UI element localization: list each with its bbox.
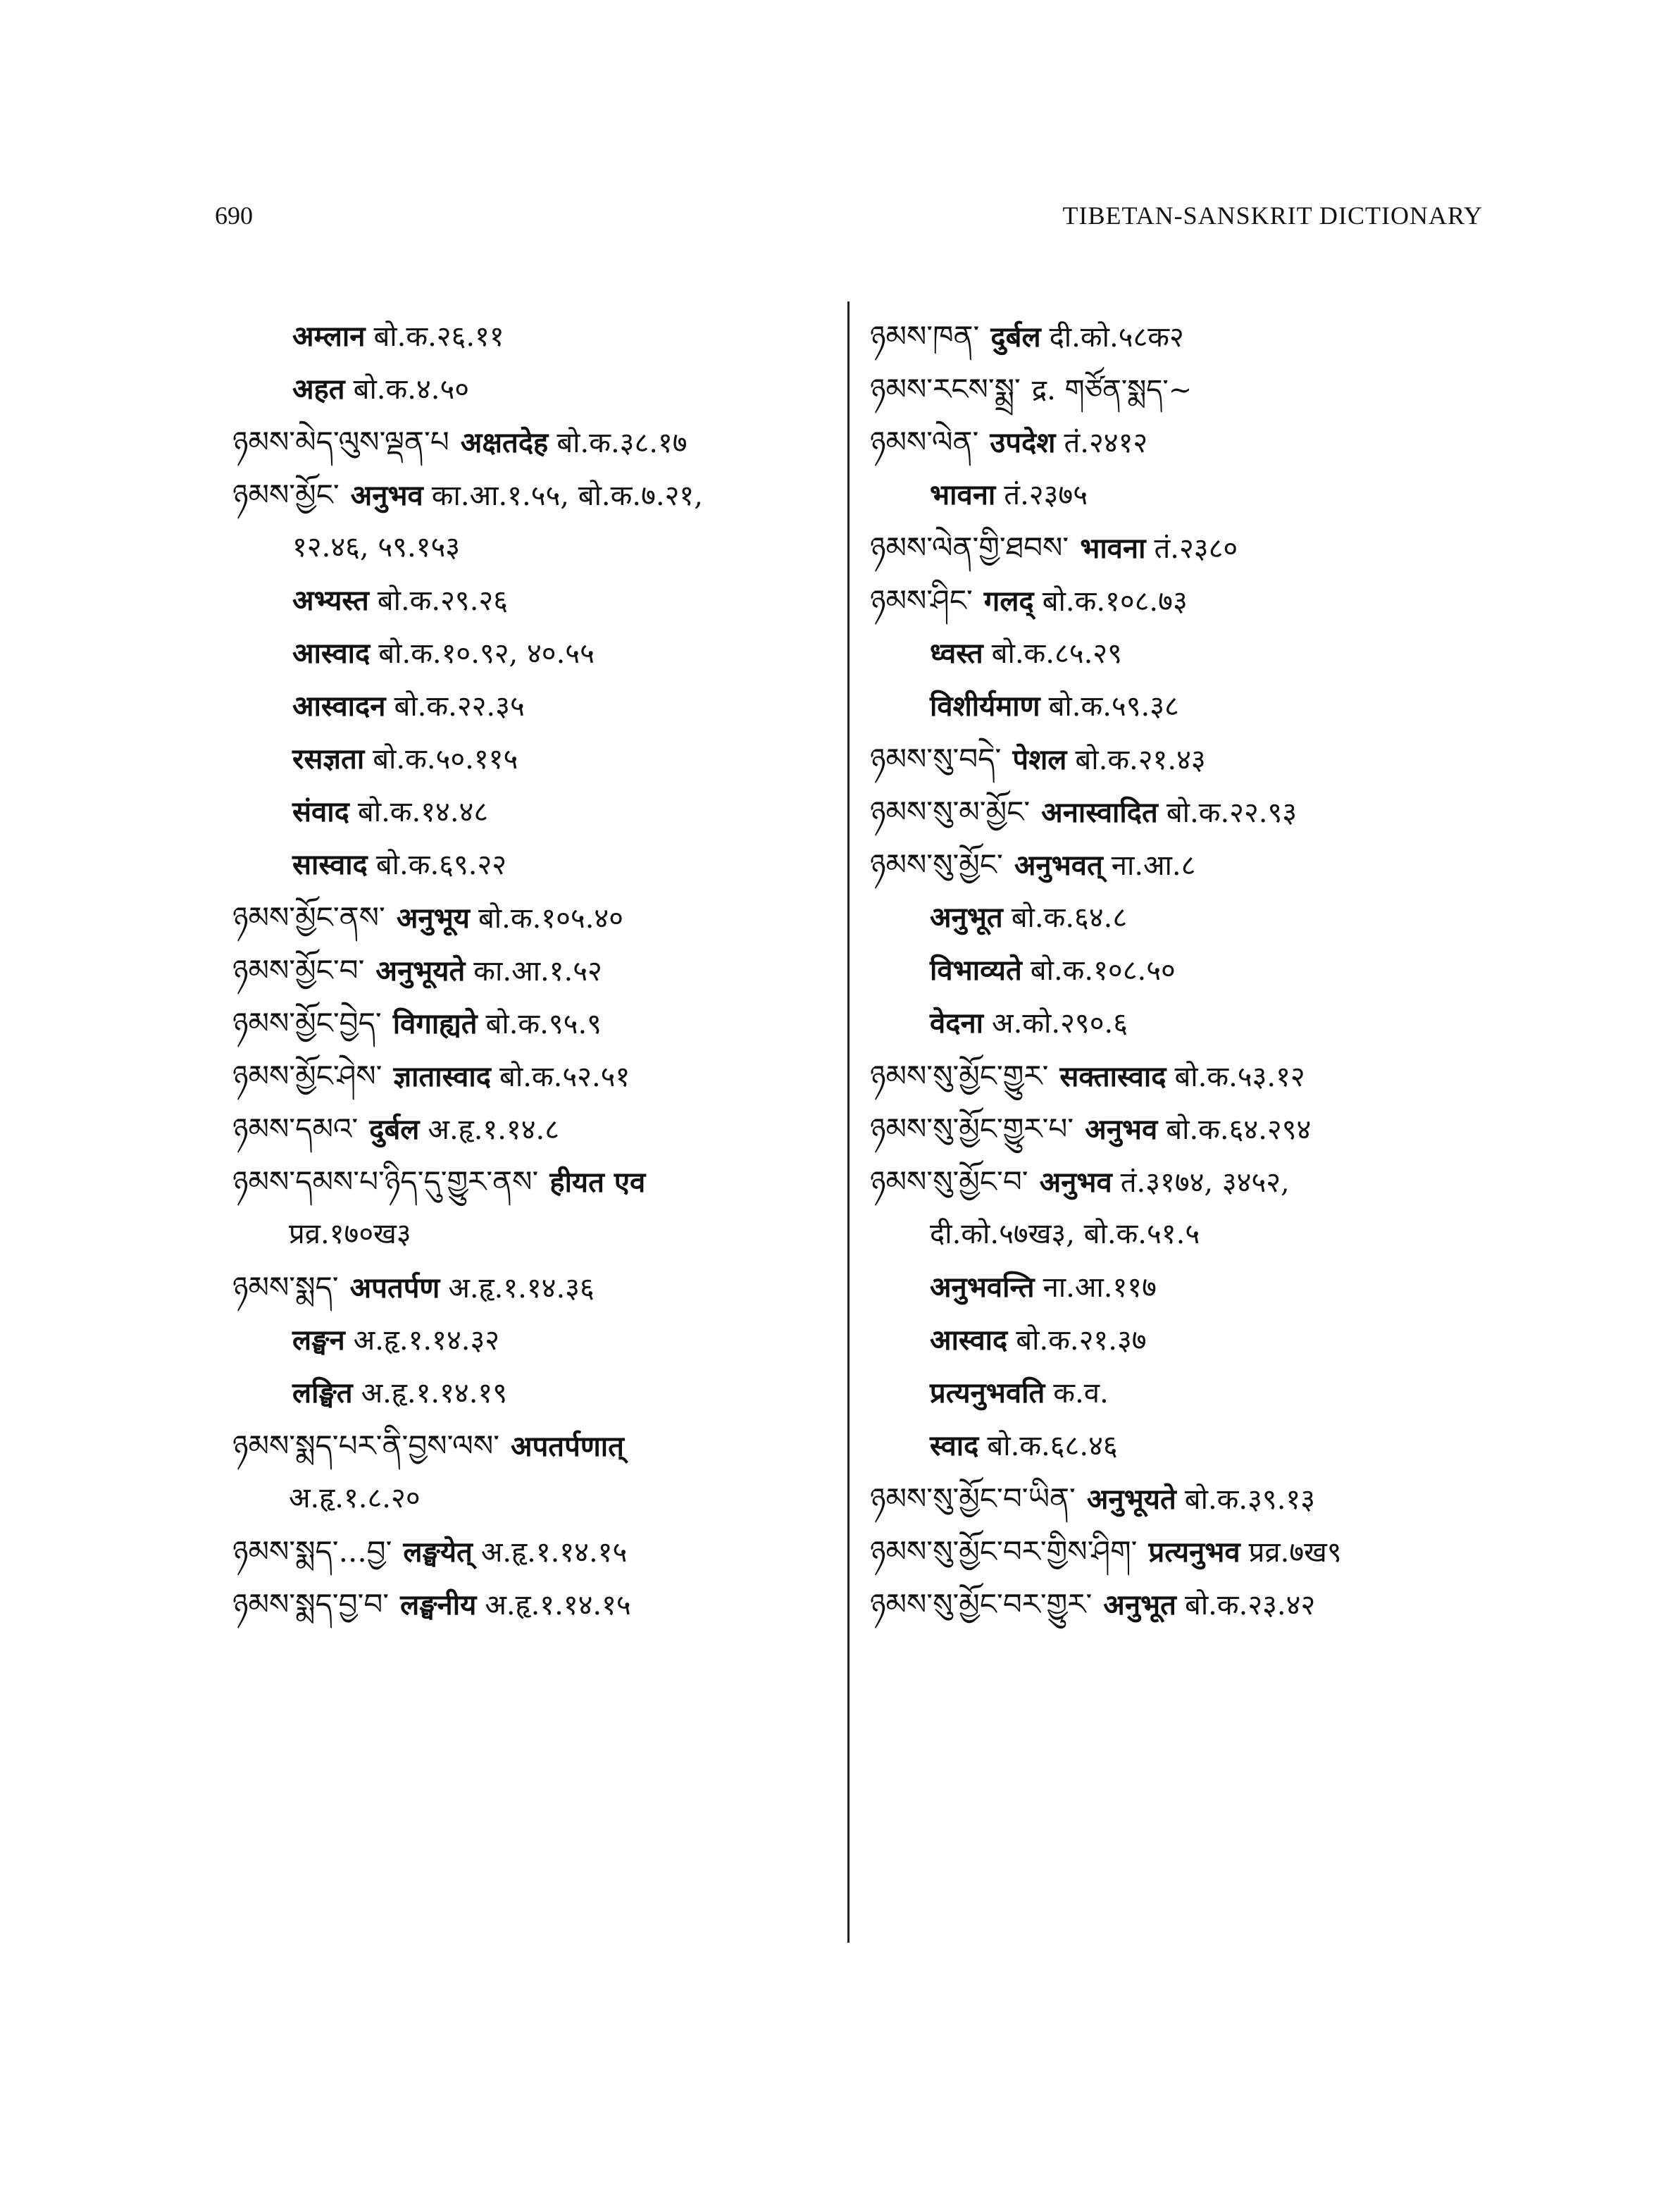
- tibetan-headword: ཉམས་སུ་མྱོང་བ་ཡིན་: [870, 1481, 1076, 1516]
- dictionary-entry: [870, 521, 1490, 574]
- dictionary-entry: [870, 1261, 1490, 1314]
- tibetan-headword: ཉམས་ཤིང་: [870, 583, 973, 618]
- dictionary-entry: [232, 1208, 838, 1261]
- source-reference: १२.४६, ५९.१५३: [292, 531, 461, 564]
- dictionary-entry: [232, 891, 838, 944]
- tibetan-headword: ཉམས་དམའ་: [232, 1112, 359, 1146]
- source-reference: दी.को.५८क२: [1049, 321, 1184, 354]
- sanskrit-equivalent: लङ्घनीय: [400, 1588, 477, 1621]
- tibetan-headword: ཉམས་སུ་བདེ་: [870, 742, 1002, 776]
- source-reference: अ.हृ.१.१४.१५: [480, 1536, 628, 1569]
- sanskrit-equivalent: अहत: [292, 373, 345, 406]
- sanskrit-equivalent: अभ्यस्त: [292, 584, 369, 617]
- sanskrit-equivalent: आस्वादन: [292, 690, 386, 723]
- dictionary-entry: [870, 733, 1490, 785]
- left-column: [232, 310, 838, 1631]
- dictionary-entry: [232, 785, 838, 838]
- dictionary-entry: [232, 838, 838, 891]
- sanskrit-equivalent: अनुभवत्: [1014, 849, 1103, 882]
- source-reference: बो.क.२२.३५: [394, 690, 525, 723]
- source-reference: क.व.: [1053, 1377, 1109, 1409]
- source-reference: ना.आ.११७: [1043, 1271, 1157, 1304]
- dictionary-entry: [232, 1050, 838, 1102]
- source-reference: बो.क.५०.११५: [373, 743, 518, 776]
- source-reference: प्रव्र.१७०ख३: [289, 1218, 411, 1250]
- source-reference: ना.आ.८: [1111, 849, 1196, 882]
- dictionary-entry: [232, 1366, 838, 1419]
- column-divider: [847, 301, 850, 1943]
- source-reference: बो.क.५३.१२: [1174, 1061, 1305, 1093]
- sanskrit-equivalent: अनुभूय: [396, 902, 470, 935]
- source-reference: तं.२३७५: [1004, 479, 1088, 511]
- source-reference: का.आ.१.५५, बो.क.७.२१,: [431, 480, 703, 512]
- tibetan-headword: ཉམས་སུ་མྱོང་བར་གྱུར་: [870, 1587, 1093, 1621]
- source-reference: अ.हृ.१.१४.१५: [485, 1589, 631, 1621]
- tibetan-headword: ཉམས་སྨད་པར་ནི་བྱས་ལས་: [232, 1428, 500, 1463]
- sanskrit-equivalent: अम्लान: [292, 320, 366, 353]
- sanskrit-equivalent: अनुभूत: [930, 901, 1003, 934]
- source-reference: बो.क.६४.२९४: [1166, 1114, 1312, 1146]
- source-reference: बो.क.१०८.७३: [1042, 585, 1188, 618]
- sanskrit-equivalent: अपतर्पणात्: [511, 1430, 624, 1463]
- sanskrit-equivalent: गलद्: [983, 585, 1034, 618]
- tibetan-headword: ཉམས་ལེན་གྱི་ཐབས་: [870, 530, 1069, 565]
- dictionary-entry: [870, 1419, 1490, 1472]
- right-column: [870, 310, 1490, 1631]
- tibetan-headword: ཉམས་མེད་ལུས་ལྡན་པ: [232, 425, 449, 459]
- dictionary-entry: [232, 944, 838, 997]
- sanskrit-equivalent: वेदना: [930, 1007, 984, 1040]
- dictionary-entry: [232, 1155, 838, 1208]
- tibetan-headword: ཉམས་སུ་མ་མྱོང་: [870, 795, 1031, 829]
- dictionary-entry: [870, 1525, 1490, 1578]
- sanskrit-equivalent: सास्वाद: [292, 848, 368, 881]
- tibetan-headword: ཉམས་ལེན་: [870, 425, 979, 459]
- source-reference: बो.क.२१.४३: [1075, 744, 1206, 776]
- sanskrit-equivalent: आस्वाद: [292, 637, 371, 670]
- source-reference: बो.क.१०.९२, ४०.५५: [378, 637, 595, 670]
- dictionary-entry: [870, 1314, 1490, 1366]
- sanskrit-equivalent: लङ्घयेत्: [403, 1536, 473, 1569]
- source-reference: बो.क.४.५०: [353, 373, 470, 406]
- dictionary-entry: [870, 944, 1490, 997]
- dictionary-entry: [232, 627, 838, 680]
- sanskrit-equivalent: विभाव्यते: [930, 954, 1022, 987]
- dictionary-entry: [870, 363, 1490, 416]
- source-reference: बो.क.६९.२२: [375, 849, 507, 881]
- source-reference: बो.क.५२.५१: [499, 1061, 630, 1093]
- source-reference: अ.को.२९०.६: [992, 1007, 1128, 1040]
- sanskrit-equivalent: लङ्घित: [292, 1376, 353, 1409]
- page-number: 690: [215, 201, 253, 230]
- source-reference: बो.क.२२.९३: [1166, 797, 1298, 829]
- sanskrit-equivalent: प्रत्यनुभवति: [930, 1376, 1045, 1409]
- source-reference: बो.क.५९.३८: [1048, 690, 1179, 723]
- source-reference: तं.२३८०: [1154, 533, 1238, 565]
- source-reference: अ.हृ.१.८.२०: [289, 1482, 421, 1514]
- dictionary-entry: [232, 416, 838, 468]
- source-reference: बो.क.६४.८: [1011, 902, 1128, 934]
- source-reference: बो.क.३९.१३: [1184, 1483, 1316, 1516]
- tibetan-headword: ཉམས་མྱོང་བ་: [232, 953, 365, 988]
- sanskrit-equivalent: अक्षतदेह: [460, 426, 549, 459]
- source-reference: का.आ.१.५२: [473, 955, 602, 988]
- dictionary-entry: [870, 310, 1490, 363]
- dictionary-entry: [870, 1102, 1490, 1155]
- dictionary-entry: [232, 1525, 838, 1578]
- sanskrit-equivalent: पेशल: [1012, 743, 1067, 776]
- dictionary-entry: [232, 1102, 838, 1155]
- sanskrit-equivalent: भावना: [1080, 532, 1146, 565]
- source-reference: द्र. གཙོན་སྨད་~: [1031, 374, 1193, 406]
- source-reference: प्रव्र.७ख९: [1248, 1536, 1342, 1569]
- sanskrit-equivalent: हीयत एव: [549, 1166, 646, 1199]
- tibetan-headword: ཉམས་སུ་མྱོང་གྱུར་པ་: [870, 1112, 1074, 1146]
- source-reference: दी.को.५७ख३, बो.क.५१.५: [930, 1218, 1200, 1250]
- source-reference: बो.क.९५.९: [485, 1008, 602, 1040]
- dictionary-entry: [870, 1155, 1490, 1208]
- tibetan-headword: ཉམས་རངས་སྨྲ་: [870, 372, 1021, 406]
- tibetan-headword: ཉམས་ཁན་: [870, 319, 980, 354]
- source-reference: बो.क.२९.२६: [377, 585, 509, 617]
- dictionary-entry: [870, 1208, 1490, 1261]
- tibetan-headword: ཉམས་མྱོང་བྱེད་: [232, 1006, 382, 1040]
- source-reference: बो.क.२६.११: [373, 320, 504, 353]
- dictionary-entry: [870, 627, 1490, 680]
- sanskrit-equivalent: ध्वस्त: [930, 637, 983, 670]
- dictionary-entry: [870, 416, 1490, 468]
- sanskrit-equivalent: अनुभूयते: [375, 954, 466, 988]
- dictionary-entry: [232, 521, 838, 574]
- source-reference: बो.क.१४.४८: [357, 796, 489, 828]
- dictionary-entry: [232, 1472, 838, 1525]
- sanskrit-equivalent: अनुभूत: [1103, 1588, 1176, 1621]
- tibetan-headword: ཉམས་སྨད་བྱ་བ་: [232, 1587, 390, 1621]
- dictionary-entry: [870, 785, 1490, 838]
- source-reference: बो.क.२१.३७: [1016, 1324, 1147, 1357]
- dictionary-entry: [232, 363, 838, 416]
- source-reference: अ.हृ.१.१४.८: [428, 1114, 560, 1146]
- sanskrit-equivalent: लङ्घन: [292, 1324, 345, 1357]
- source-reference: बो.क.१०८.५०: [1030, 954, 1176, 987]
- sanskrit-equivalent: भावना: [930, 478, 996, 511]
- tibetan-headword: ཉམས་སུ་མྱོང་གྱུར་: [870, 1059, 1049, 1093]
- sanskrit-equivalent: उपदेश: [990, 426, 1056, 459]
- sanskrit-equivalent: अनुभव: [1085, 1113, 1158, 1146]
- sanskrit-equivalent: दुर्बल: [369, 1113, 420, 1146]
- source-reference: अ.हृ.१.१४.३६: [448, 1272, 595, 1305]
- dictionary-entry: [870, 997, 1490, 1050]
- dictionary-entry: [232, 468, 838, 521]
- dictionary-entry: [232, 997, 838, 1050]
- sanskrit-equivalent: अनुभव: [350, 479, 423, 512]
- sanskrit-equivalent: प्रत्यनुभव: [1148, 1536, 1240, 1569]
- sanskrit-equivalent: विगाह्यते: [392, 1007, 478, 1040]
- tibetan-headword: ཉམས་མྱོང་: [232, 478, 340, 512]
- source-reference: तं.२४१२: [1064, 427, 1148, 459]
- sanskrit-equivalent: संवाद: [292, 795, 349, 828]
- dictionary-entry: [232, 1261, 838, 1314]
- dictionary-entry: [232, 1314, 838, 1366]
- dictionary-entry: [870, 574, 1490, 627]
- sanskrit-equivalent: विशीर्यमाण: [930, 690, 1040, 723]
- sanskrit-equivalent: अनुभूयते: [1086, 1483, 1176, 1516]
- sanskrit-equivalent: स्वाद: [930, 1429, 979, 1462]
- dictionary-entry: [870, 891, 1490, 944]
- tibetan-headword: ཉམས་སུ་མྱོང་བ་: [870, 1164, 1028, 1199]
- dictionary-entry: [870, 680, 1490, 733]
- source-reference: बो.क.१०५.४०: [478, 902, 624, 935]
- dictionary-entry: [232, 733, 838, 785]
- source-reference: बो.क.६८.४६: [987, 1430, 1118, 1462]
- running-title: TIBETAN-SANSKRIT DICTIONARY: [1062, 201, 1483, 230]
- sanskrit-equivalent: ज्ञातास्वाद: [393, 1060, 491, 1093]
- tibetan-headword: ཉམས་སྨད་...བྱ་: [232, 1534, 392, 1569]
- dictionary-entry: [232, 1578, 838, 1631]
- dictionary-entry: [870, 1578, 1490, 1631]
- source-reference: अ.हृ.१.१४.३२: [353, 1324, 500, 1357]
- sanskrit-equivalent: आस्वाद: [930, 1324, 1008, 1357]
- sanskrit-equivalent: अनास्वादित: [1041, 796, 1158, 829]
- dictionary-entry: [232, 1419, 838, 1472]
- dictionary-entry: [232, 680, 838, 733]
- source-reference: बो.क.२३.४२: [1184, 1589, 1316, 1621]
- tibetan-headword: ཉམས་སུ་མྱོང་བར་གྱིས་ཤིག་: [870, 1534, 1138, 1569]
- tibetan-headword: ཉམས་སུ་མྱོང་: [870, 847, 1003, 882]
- source-reference: अ.हृ.१.१४.१९: [361, 1377, 508, 1409]
- dictionary-entry: [870, 1050, 1490, 1102]
- tibetan-headword: ཉམས་དམས་པ་ཉིད་དུ་གྱུར་ནས་: [232, 1164, 539, 1199]
- sanskrit-equivalent: सक्तास्वाद: [1059, 1060, 1166, 1093]
- dictionary-entry: [870, 1366, 1490, 1419]
- tibetan-headword: ཉམས་མྱོང་ནས་: [232, 900, 385, 935]
- sanskrit-equivalent: अनुभव: [1039, 1166, 1112, 1199]
- sanskrit-equivalent: अनुभवन्ति: [930, 1271, 1035, 1304]
- source-reference: तं.३१७४, ३४५२,: [1120, 1166, 1290, 1199]
- sanskrit-equivalent: रसज्ञता: [292, 742, 365, 776]
- source-reference: बो.क.८५.२९: [991, 637, 1122, 670]
- dictionary-entry: [232, 574, 838, 627]
- dictionary-entry: [232, 310, 838, 363]
- source-reference: बो.क.३८.१७: [556, 427, 687, 459]
- tibetan-headword: ཉམས་མྱོང་ཤེས་: [232, 1059, 382, 1093]
- dictionary-entry: [870, 468, 1490, 521]
- sanskrit-equivalent: अपतर्पण: [349, 1271, 440, 1305]
- dictionary-entry: [870, 838, 1490, 891]
- sanskrit-equivalent: दुर्बल: [990, 320, 1041, 354]
- dictionary-entry: [870, 1472, 1490, 1525]
- tibetan-headword: ཉམས་སྨད་: [232, 1270, 339, 1305]
